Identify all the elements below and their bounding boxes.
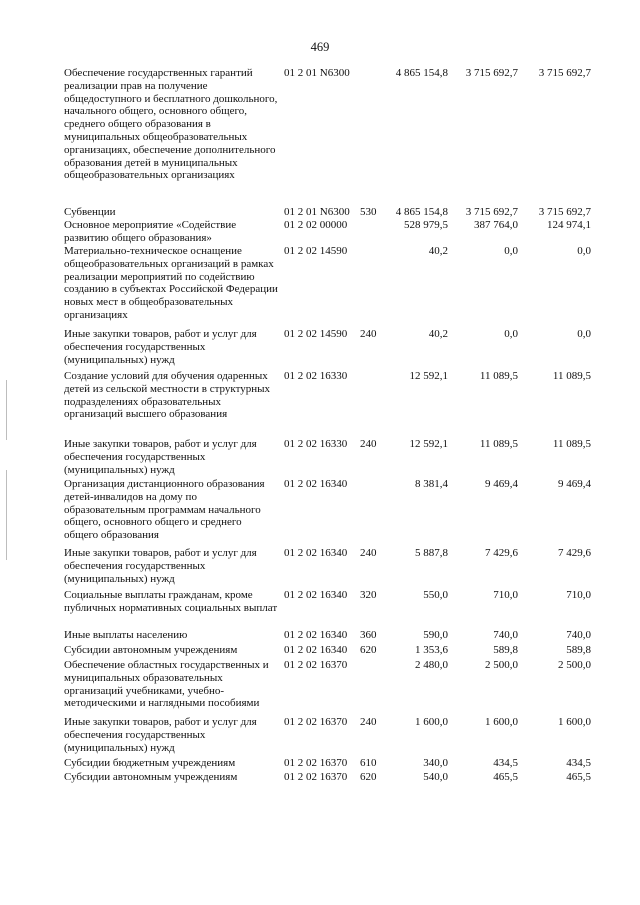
row-value-2: 434,5 <box>493 757 518 769</box>
row-name: Обеспечение областных государственных и муниципальных образовательных организаций учебниками, учебно-методическими и наглядными пособиями <box>64 659 269 710</box>
row-name: Обеспечение государственных гарантий реализации прав на получение общедоступного и бесплатного дошкольного, начального общего, основного общего, среднего общего образования в муниципальных общеобразовательных организациях, обеспечение дополнительного образования детей в муниципальных общеобразовательных организациях <box>64 67 278 182</box>
row-value-3: 3 715 692,7 <box>538 206 591 218</box>
row-code: 01 2 02 14590 <box>284 328 348 340</box>
row-value-3: 0,0 <box>577 245 591 257</box>
row-value-3: 7 429,6 <box>558 547 591 559</box>
row-code: 01 2 02 16340 <box>284 629 348 641</box>
row-value-3: 465,5 <box>566 771 591 783</box>
row-type: 620 <box>360 771 377 783</box>
row-value-2: 740,0 <box>493 629 518 641</box>
row-name: Организация дистанционного образования детей-инвалидов на дому по образовательным программам начального общего, основного общего и среднего общего образования <box>64 478 265 542</box>
row-name: Социальные выплаты гражданам, кроме публичных нормативных социальных выплат <box>64 589 278 614</box>
row-name: Субсидии бюджетным учреждениям <box>64 757 236 769</box>
page-number: 469 <box>310 40 330 54</box>
row-value-2: 0,0 <box>504 328 518 340</box>
row-value-2: 589,8 <box>493 644 518 656</box>
row-code: 01 2 02 00000 <box>284 219 348 231</box>
row-value-2: 9 469,4 <box>485 478 518 490</box>
row-name: Иные закупки товаров, работ и услуг для обеспечения государственных (муниципальных) нужд <box>64 547 257 585</box>
row-name: Основное мероприятие «Содействие развитию общего образования» <box>64 219 237 244</box>
row-code: 01 2 01 N6300 <box>284 67 350 79</box>
row-value-2: 2 500,0 <box>485 659 518 671</box>
row-name: Материально-техническое оснащение общеобразовательных организаций в рамках реализации мероприятий по содействию созданию в субъектах Российской Федерации новых мест в общеобразовательных организациях <box>64 245 278 321</box>
row-type: 240 <box>360 547 377 559</box>
row-type: 360 <box>360 629 377 641</box>
row-code: 01 2 02 16330 <box>284 370 348 382</box>
row-code: 01 2 02 14590 <box>284 245 348 257</box>
row-name: Субвенции <box>64 206 116 218</box>
row-value-2: 0,0 <box>504 245 518 257</box>
row-value-3: 589,8 <box>566 644 591 656</box>
row-value-3: 124 974,1 <box>547 219 591 231</box>
row-code: 01 2 02 16370 <box>284 757 348 769</box>
row-value-1: 1 600,0 <box>415 716 448 728</box>
row-value-1: 2 480,0 <box>415 659 448 671</box>
row-name: Создание условий для обучения одаренных детей из сельской местности в структурных подразделениях образовательных организаций высшего образования <box>64 370 271 421</box>
row-value-1: 540,0 <box>423 771 448 783</box>
row-name: Субсидии автономным учреждениям <box>64 771 238 783</box>
row-value-3: 710,0 <box>566 589 591 601</box>
row-value-1: 4 865 154,8 <box>395 67 448 79</box>
row-value-2: 7 429,6 <box>485 547 518 559</box>
row-value-1: 528 979,5 <box>404 219 448 231</box>
row-name: Иные выплаты населению <box>64 629 188 641</box>
row-value-3: 3 715 692,7 <box>538 67 591 79</box>
row-value-1: 1 353,6 <box>415 644 448 656</box>
row-value-3: 11 089,5 <box>552 370 591 382</box>
row-value-2: 11 089,5 <box>479 370 518 382</box>
row-code: 01 2 02 16330 <box>284 438 348 450</box>
row-value-3: 11 089,5 <box>552 438 591 450</box>
row-type: 240 <box>360 716 377 728</box>
row-code: 01 2 02 16370 <box>284 771 348 783</box>
row-code: 01 2 02 16370 <box>284 716 348 728</box>
row-value-2: 3 715 692,7 <box>465 67 518 79</box>
row-value-1: 5 887,8 <box>415 547 448 559</box>
row-name: Иные закупки товаров, работ и услуг для обеспечения государственных (муниципальных) нужд <box>64 328 257 366</box>
row-name: Иные закупки товаров, работ и услуг для обеспечения государственных (муниципальных) нужд <box>64 438 257 476</box>
row-value-3: 9 469,4 <box>558 478 591 490</box>
row-value-3: 740,0 <box>566 629 591 641</box>
row-code: 01 2 02 16340 <box>284 547 348 559</box>
row-value-1: 590,0 <box>423 629 448 641</box>
row-name: Субсидии автономным учреждениям <box>64 644 238 656</box>
row-value-1: 550,0 <box>423 589 448 601</box>
row-value-3: 434,5 <box>566 757 591 769</box>
row-value-2: 11 089,5 <box>479 438 518 450</box>
row-type: 530 <box>360 206 377 218</box>
row-code: 01 2 01 N6300 <box>284 206 350 218</box>
row-code: 01 2 02 16340 <box>284 644 348 656</box>
row-code: 01 2 02 16340 <box>284 478 348 490</box>
row-value-1: 8 381,4 <box>415 478 448 490</box>
row-value-1: 4 865 154,8 <box>395 206 448 218</box>
row-type: 620 <box>360 644 377 656</box>
row-value-1: 40,2 <box>428 245 448 257</box>
row-code: 01 2 02 16370 <box>284 659 348 671</box>
row-value-2: 710,0 <box>493 589 518 601</box>
row-type: 610 <box>360 757 377 769</box>
row-value-2: 3 715 692,7 <box>465 206 518 218</box>
row-value-1: 12 592,1 <box>409 438 448 450</box>
row-value-3: 2 500,0 <box>558 659 591 671</box>
row-value-3: 0,0 <box>577 328 591 340</box>
row-value-2: 1 600,0 <box>485 716 518 728</box>
row-code: 01 2 02 16340 <box>284 589 348 601</box>
row-type: 240 <box>360 438 377 450</box>
row-value-1: 340,0 <box>423 757 448 769</box>
row-value-1: 12 592,1 <box>409 370 448 382</box>
row-value-2: 387 764,0 <box>474 219 518 231</box>
row-type: 320 <box>360 589 377 601</box>
row-name: Иные закупки товаров, работ и услуг для обеспечения государственных (муниципальных) нужд <box>64 716 257 754</box>
row-value-3: 1 600,0 <box>558 716 591 728</box>
row-value-1: 40,2 <box>428 328 448 340</box>
row-type: 240 <box>360 328 377 340</box>
row-value-2: 465,5 <box>493 771 518 783</box>
